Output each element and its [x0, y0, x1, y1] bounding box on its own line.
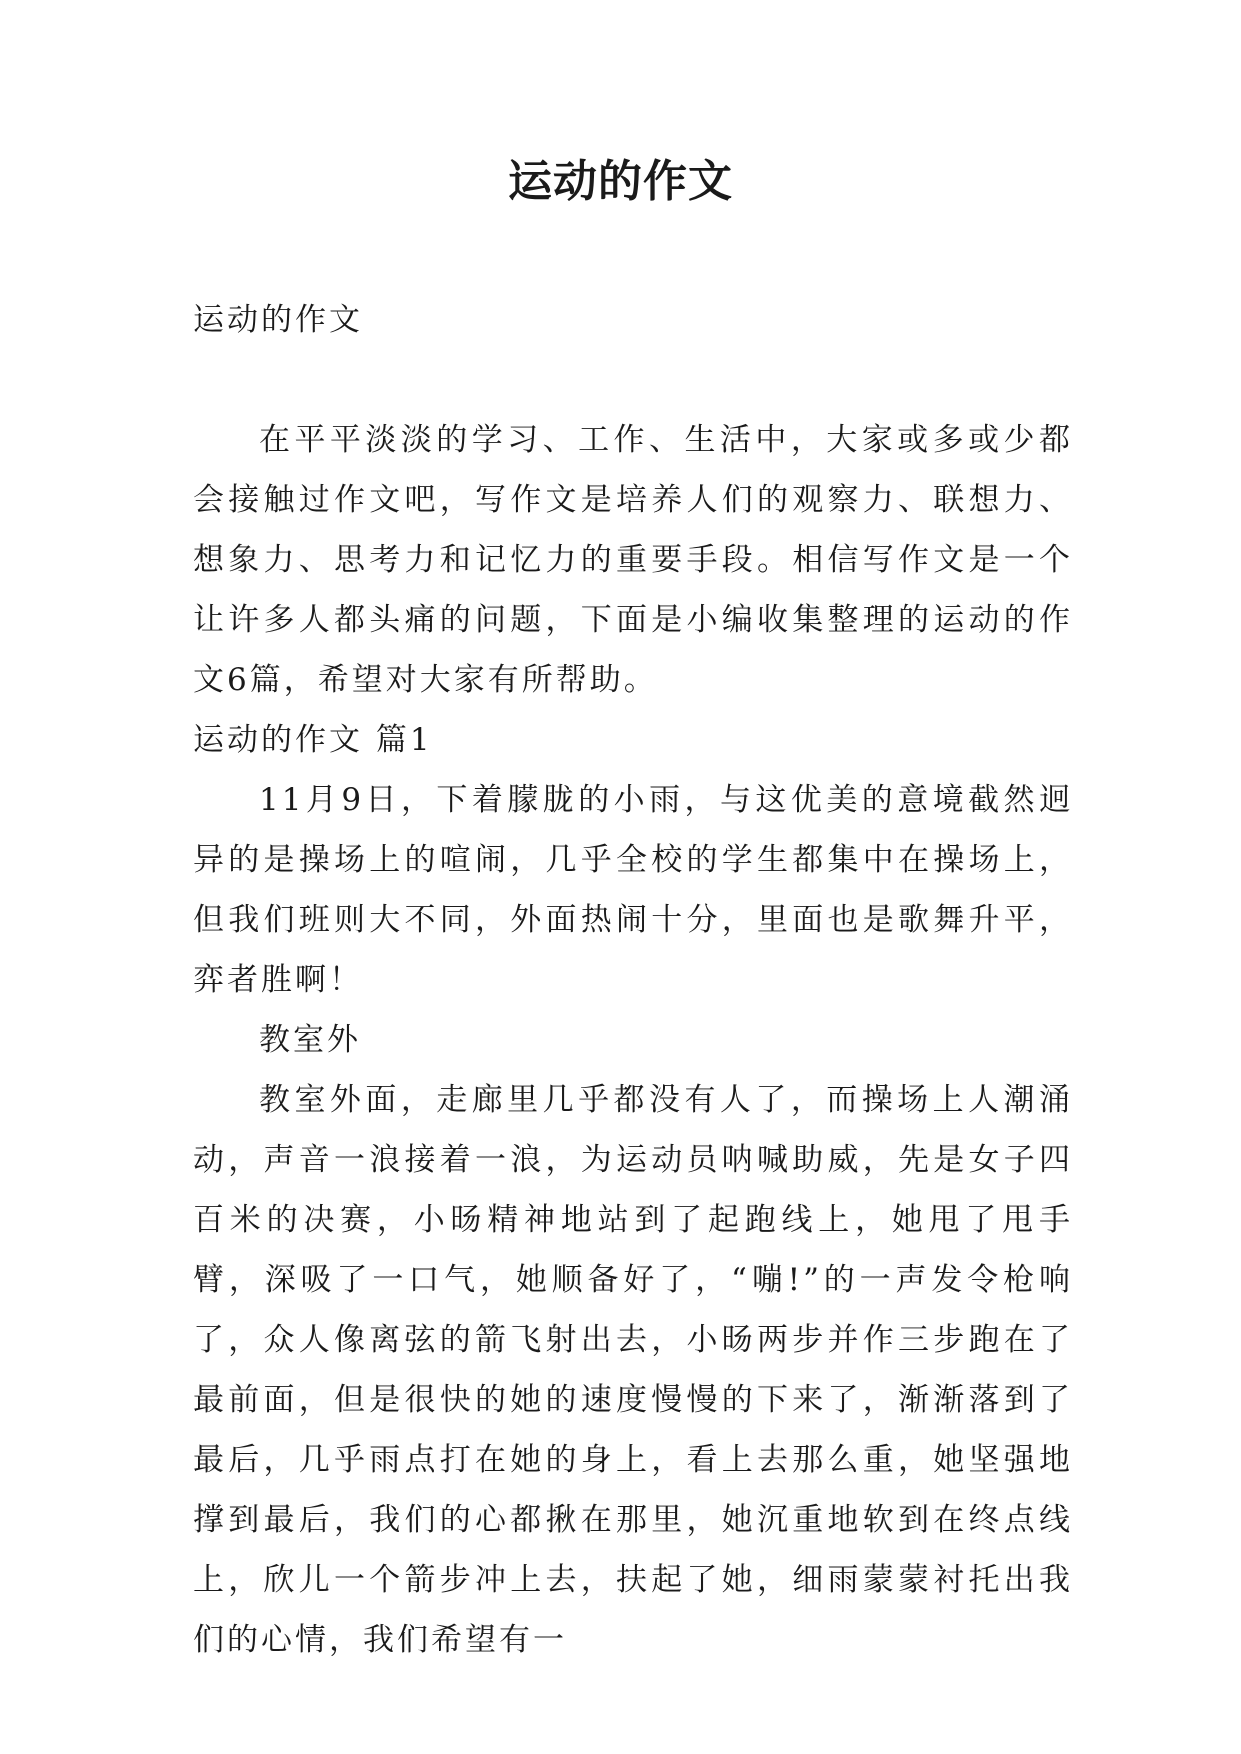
body-paragraph: 教室外面，走廊里几乎都没有人了，而操场上人潮涌动，声音一浪接着一浪，为运动员呐喊助威，先是女子四百米的决赛，小旸精神地站到了起跑线上，她甩了甩手臂，深吸了一口气，她顺备好了，“嘣!”的一声发令枪响了，众人像离弦的箭飞射出去，小旸两步并作三步跑在了最前面，但是很快的她的速度慢慢的下来了，渐渐落到了最后，几乎雨点打在她的身上，看上去那么重，她坚强地撑到最后，我们的心都揪在那里，她沉重地软到在终点线上，欣儿一个箭步冲上去，扶起了她，细雨蒙蒙衬托出我们的心情，我们希望有一 — [193, 1082, 1073, 1658]
section-heading: 运动的作文 篇1 — [193, 722, 433, 758]
body-paragraph: 教室外 — [259, 1022, 361, 1058]
intro-paragraph: 在平平淡淡的学习、工作、生活中，大家或多或少都会接触过作文吧，写作文是培养人们的观察力、联想力、想象力、思考力和记忆力的重要手段。相信写作文是一个让许多人都头痛的问题，下面是小编收集整理的运动的作文6篇，希望对大家有所帮助。 — [193, 422, 1073, 698]
body-paragraph: 11月9日，下着朦胧的小雨，与这优美的意境截然迥异的是操场上的喧闹，几乎全校的学生都集中在操场上，但我们班则大不同，外面热闹十分，里面也是歌舞升平，弈者胜啊！ — [193, 782, 1073, 998]
document-subtitle: 运动的作文 — [193, 302, 363, 338]
document-body — [193, 290, 1073, 1670]
document-title: 运动的作文 — [508, 156, 733, 207]
